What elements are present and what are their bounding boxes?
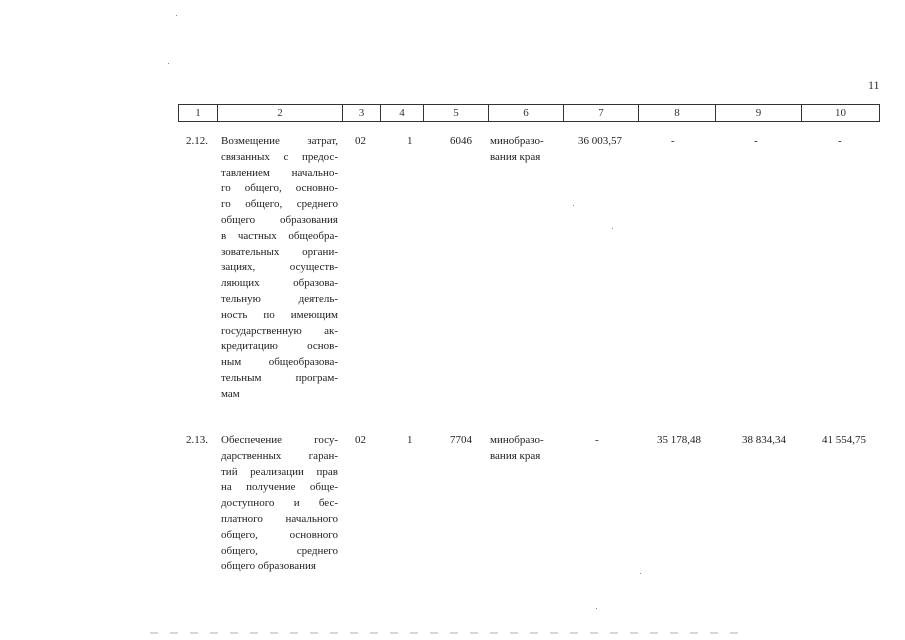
header-col-9: 9 [715,105,801,121]
header-col-10: 10 [801,105,879,121]
header-col-7: 7 [563,105,638,121]
row-number: 2.12. [186,135,208,147]
row-subsection-code: 1 [407,135,413,147]
description-line: доступного и бес- [221,497,338,510]
table-header-row [178,104,880,122]
description-line: общего, среднего [221,544,338,557]
description-line: кредитацию основ- [221,340,338,353]
row-description [221,134,338,403]
executor-line: минобразо- [490,135,544,147]
row-article-code: 7704 [450,434,472,446]
description-line: на получение обще- [221,481,338,494]
description-line: тельную деятель- [221,292,338,305]
description-line: ным общеобразова- [221,356,338,369]
executor-line: минобразо- [490,434,544,446]
description-line: дарственных гаран- [221,449,338,462]
scan-speck [573,205,574,206]
description-line: тавлением начально- [221,166,338,179]
scan-edge-artifact [150,632,750,634]
row-value-col9: - [754,135,758,147]
description-line: общего образования [221,560,316,573]
description-line: мам [221,387,240,400]
page-number: 11 [868,78,880,92]
description-line: тельным програм- [221,371,338,384]
header-col-1: 1 [195,107,201,119]
description-line: в частных общеобра- [221,229,338,242]
row-value-col10: - [838,135,842,147]
header-col-4: 4 [380,105,423,121]
scan-speck [176,15,177,16]
row-value-col9: 38 834,34 [742,434,786,446]
row-value-col7: 36 003,57 [578,135,622,147]
executor-line: вания края [490,449,541,462]
header-col-6: 6 [488,105,563,121]
executor-line: вания края [490,150,541,163]
scan-speck [596,608,597,609]
header-col-5: 5 [423,105,488,121]
description-line: тий реализации прав [221,465,338,478]
description-line: Обеспечение госу- [221,434,338,446]
description-line: го общего, основно- [221,182,338,195]
row-value-col8: 35 178,48 [657,434,701,446]
row-executor [490,134,544,166]
description-line: государственную ак- [221,324,338,337]
header-col-3: 3 [342,105,380,121]
row-executor [490,433,544,465]
description-line: связанных с предос- [221,150,338,163]
description-line: ность по имеющим [221,308,338,321]
header-col-2: 2 [217,105,342,121]
scan-speck [612,228,613,229]
description-line: общего, основного [221,528,338,541]
row-value-col10: 41 554,75 [822,434,866,446]
row-section-code: 02 [355,434,366,446]
row-description [221,433,338,575]
scan-speck [168,63,169,64]
row-article-code: 6046 [450,135,472,147]
row-value-col8: - [671,135,675,147]
row-number: 2.13. [186,434,208,446]
description-line: ляющих образова- [221,277,338,290]
description-line: платного начального [221,512,338,525]
description-line: общего образования [221,213,338,226]
description-line: зовательных органи- [221,245,338,258]
row-value-col7: - [595,434,599,446]
description-line: Возмещение затрат, [221,135,338,147]
description-line: зациях, осуществ- [221,261,338,274]
row-subsection-code: 1 [407,434,413,446]
row-section-code: 02 [355,135,366,147]
scan-speck [640,573,641,574]
header-col-8: 8 [638,105,715,121]
description-line: го общего, среднего [221,198,338,211]
